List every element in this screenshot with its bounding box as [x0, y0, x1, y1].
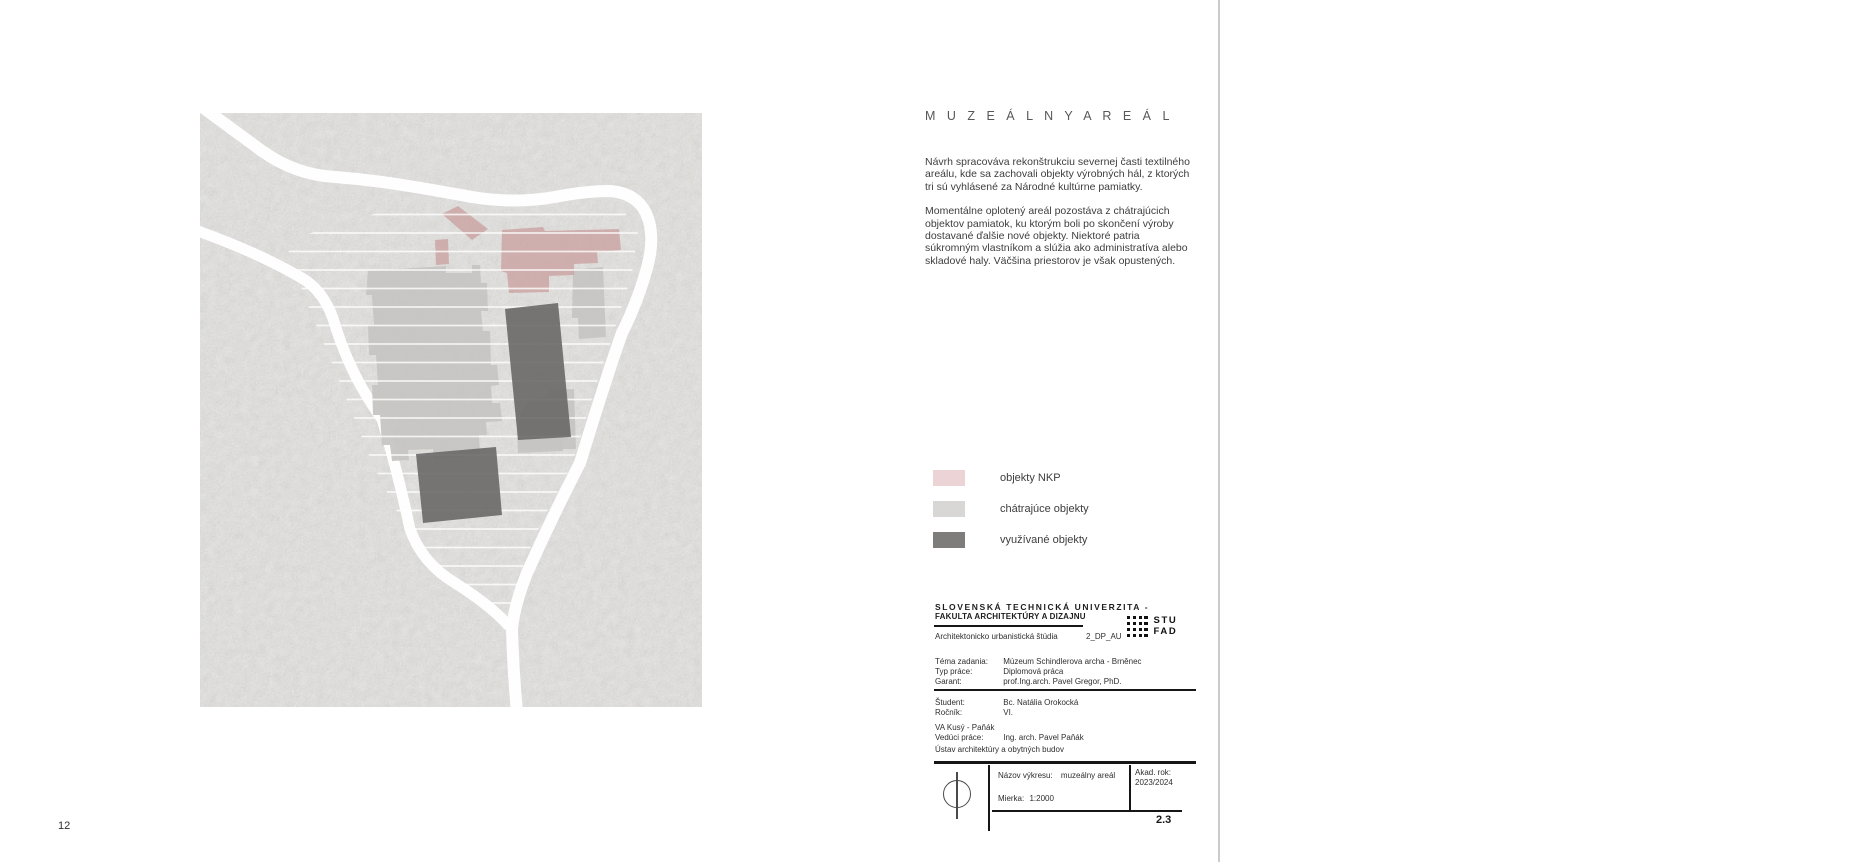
article-body: [925, 156, 1195, 279]
stu-fad-logo: [1127, 616, 1177, 637]
stu-fad-logo-text: [1154, 616, 1178, 637]
north-arrow-line: [956, 772, 957, 819]
department: Ústav architektúry a obytných budov: [935, 745, 1064, 754]
used-square-hall: [416, 447, 502, 523]
rule: [992, 810, 1182, 812]
row-rocnik: [935, 708, 1013, 717]
row-value: Ing. arch. Pavel Paňák: [1003, 733, 1084, 742]
row-value: VI.: [1003, 708, 1014, 717]
legend-item-nkp: [933, 470, 1089, 486]
legend-item-decayed: [933, 501, 1089, 517]
academic-year-label: Akad. rok:: [1135, 768, 1172, 777]
academic-year: [1135, 768, 1173, 787]
legend-label: využívané objekty: [1000, 534, 1088, 546]
drawing-name-value: muzeálny areál: [1060, 771, 1116, 780]
legend-swatch-nkp: [933, 470, 965, 486]
row-label: Študent:: [935, 698, 965, 707]
rule: [934, 761, 1196, 764]
cell-divider: [988, 765, 990, 831]
title-block: [934, 599, 1196, 835]
row-label: Ročník:: [935, 708, 963, 717]
university-name: SLOVENSKÁ TECHNICKÁ UNIVERZITA -: [935, 602, 1150, 612]
drawing-scale: [998, 794, 1054, 803]
row-tema: [935, 657, 1142, 666]
rule: [934, 625, 1083, 627]
row-student: [935, 698, 1078, 707]
faculty-name: FAKULTA ARCHITEKTÚRY A DIZAJNU: [935, 612, 1086, 621]
row-veduci: [935, 733, 1084, 742]
legend-label: objekty NKP: [1000, 472, 1061, 484]
legend-label: chátrajúce objekty: [1000, 503, 1089, 515]
row-label: Vedúci práce:: [935, 733, 984, 742]
page-number: 12: [58, 820, 71, 832]
cell-divider: [1129, 765, 1131, 810]
drawing-info-cell: [934, 765, 1196, 833]
academic-year-value: 2023/2024: [1135, 777, 1173, 787]
stu-fad-logo-dots: [1127, 616, 1148, 637]
scale-label: Mierka:: [998, 794, 1025, 803]
row-typ: [935, 667, 1063, 676]
site-plan-map: [200, 113, 702, 707]
row-value: Múzeum Schindlerova archa - Brněnec: [1003, 657, 1142, 666]
legend-swatch-decayed: [933, 501, 965, 517]
map-legend: [933, 470, 1089, 563]
drawing-name-label: Názov výkresu:: [998, 771, 1053, 780]
legend-item-used: [933, 532, 1089, 548]
row-garant: [935, 677, 1122, 686]
page-title: M U Z E Á L N Y A R E Á L: [925, 109, 1174, 123]
scale-value: 1:2000: [1029, 794, 1054, 803]
row-label: Téma zadania:: [935, 657, 988, 666]
row-value: prof.Ing.arch. Pavel Gregor, PhD.: [1003, 677, 1122, 686]
row-label: Garant:: [935, 677, 962, 686]
row-value: Diplomová práca: [1003, 667, 1064, 676]
paragraph-2: Momentálne oplotený areál pozostáva z chátrajúcich objektov pamiatok, ku ktorým boli po skončení výroby dostavané ďalšie nové objekty. Niektoré patria súkromným vlastníkom a slúžia ako administratíva alebo skladové haly. Väčšina priestorov je však opustených.: [925, 205, 1188, 267]
row-label: Typ práce:: [935, 667, 973, 676]
row-value: Bc. Natália Orokocká: [1003, 698, 1079, 707]
sheet-number: 2.3: [1156, 814, 1172, 826]
course-code: 2_DP_AU: [1086, 632, 1122, 641]
paragraph-1: Návrh spracováva rekonštrukciu severnej časti textilného areálu, kde sa zachovali objekty výrobných hál, z ktorých tri sú vyhlásené za Národné kultúrne pamiatky.: [925, 156, 1190, 193]
logo-line1: STU: [1153, 615, 1178, 626]
logo-line2: FAD: [1153, 625, 1178, 637]
page-spread-divider: [1218, 0, 1220, 862]
rule: [934, 689, 1196, 691]
studio-type: Architektonicko urbanistická štúdia: [935, 632, 1058, 641]
drawing-name: [998, 771, 1115, 780]
studio-group: VA Kusý - Paňák: [935, 723, 995, 732]
legend-swatch-used: [933, 532, 965, 548]
